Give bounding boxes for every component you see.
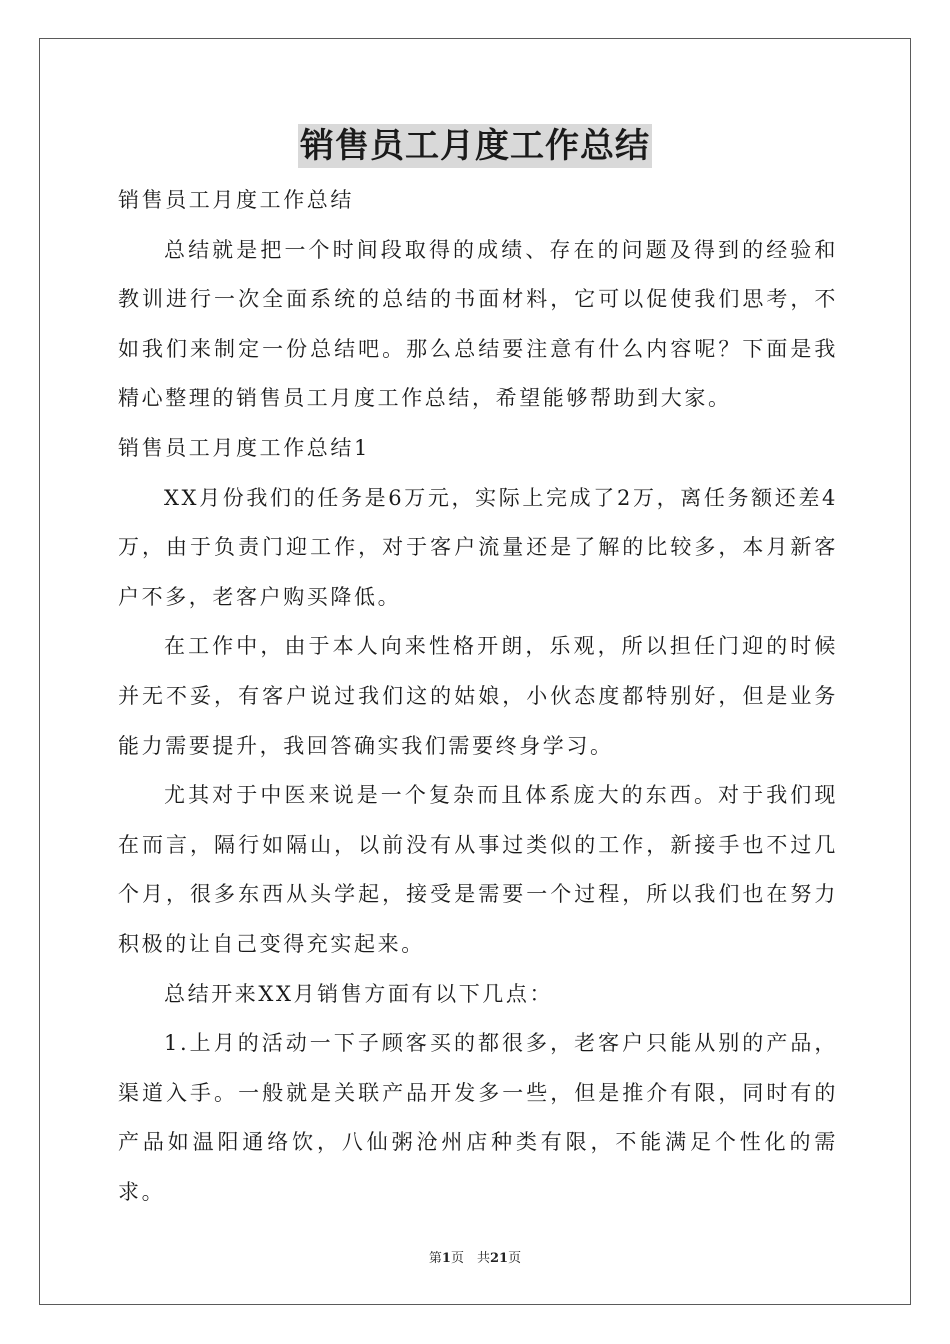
footer-page-prefix: 第 <box>428 1251 442 1266</box>
paragraph[interactable]: 总结就是把一个时间段取得的成绩、存在的问题及得到的经验和教训进行一次全面系统的总结的书面材料，它可以促使我们思考，不如我们来制定一份总结吧。那么总结要注意有什么内容呢？下面是我精心整理的销售员工月度工作总结，希望能够帮助到大家。 <box>118 237 838 411</box>
footer-page-suffix: 页 <box>508 1251 522 1266</box>
page-footer <box>0 1247 950 1266</box>
paragraph[interactable]: 销售员工月度工作总结 <box>118 188 354 212</box>
footer-page-total: 21 <box>489 1251 509 1266</box>
paragraph[interactable]: 尤其对于中医来说是一个复杂而且体系庞大的东西。对于我们现在而言，隔行如隔山，以前没有从事过类似的工作，新接手也不过几个月，很多东西从头学起，接受是需要一个过程，所以我们也在努力积极的让自己变得充实起来。 <box>118 783 838 956</box>
paragraph[interactable]: 1.上月的活动一下子顾客买的都很多，老客户只能从别的产品，渠道入手。一般就是关联产品开发多一些，但是推介有限，同时有的产品如温阳通络饮，八仙粥沧州店种类有限，不能满足个性化的需求。 <box>118 1031 838 1204</box>
footer-page-current: 1 <box>441 1251 451 1266</box>
title-container <box>0 124 950 168</box>
paragraph[interactable]: 销售员工月度工作总结1 <box>118 435 370 460</box>
paragraph[interactable]: XX月份我们的任务是6万元，实际上完成了2万，离任务额还差4万，由于负责门迎工作，对于客户流量还是了解的比较多，本月新客户不多，老客户购买降低。 <box>118 485 838 609</box>
paragraph[interactable]: 在工作中，由于本人向来性格开朗，乐观，所以担任门迎的时候并无不妥，有客户说过我们这的姑娘，小伙态度都特别好，但是业务能力需要提升，我回答确实我们需要终身学习。 <box>118 634 838 758</box>
document-body <box>118 176 838 1217</box>
footer-page-mid: 页 共 <box>450 1251 490 1266</box>
paragraph[interactable]: 总结开来XX月销售方面有以下几点： <box>164 981 554 1006</box>
document-title[interactable]: 销售员工月度工作总结 <box>300 126 650 166</box>
